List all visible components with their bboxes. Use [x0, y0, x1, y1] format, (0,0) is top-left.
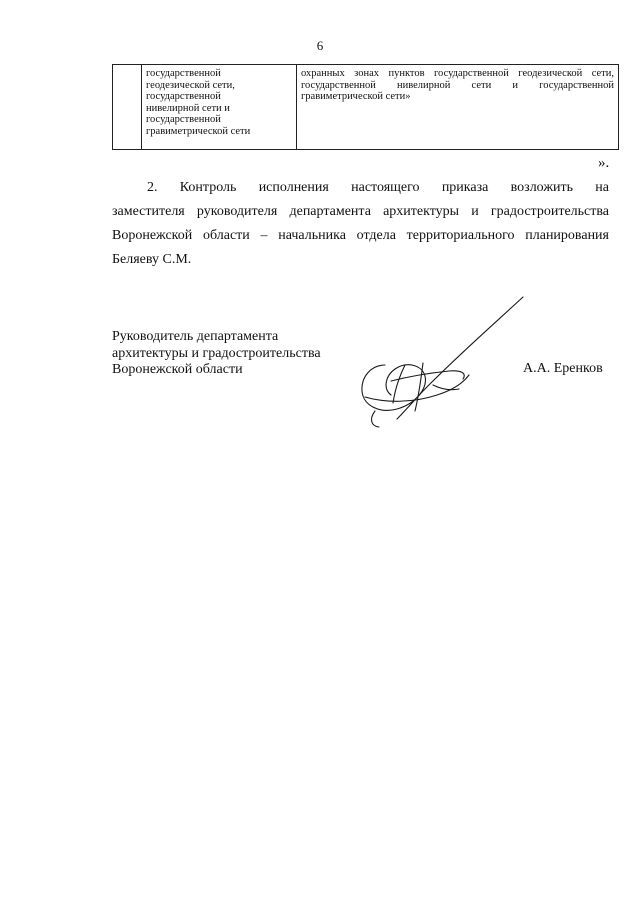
paragraph-line: Беляеву С.М. — [112, 252, 192, 267]
handwritten-signature — [345, 293, 530, 430]
signatory-position — [112, 329, 372, 379]
signatory-position-line: архитектуры и градостроительства — [112, 345, 321, 361]
table-cell-name — [146, 68, 292, 137]
table-column-divider — [296, 64, 297, 150]
paragraph-line: Воронежской области – начальника отдела территориального планирования — [112, 228, 609, 243]
paragraph-control — [112, 176, 609, 272]
signatory-position-line: Воронежской области — [112, 362, 243, 377]
table-cell-name-line: государственной — [146, 68, 221, 79]
closing-quote: ». — [598, 155, 610, 171]
table-cell-name-line: геодезической сети, — [146, 79, 235, 91]
continuation-table — [112, 64, 619, 150]
table-column-divider — [141, 64, 142, 150]
paragraph-line: 2. Контроль исполнения настоящего приказа возложить на — [147, 180, 609, 195]
table-cell-name-line: государственной — [146, 91, 221, 102]
table-cell-name-line: гравиметрической сети — [146, 125, 251, 137]
signatory-position-line: Руководитель департамента — [112, 329, 279, 344]
table-cell-name-line: государственной — [146, 114, 221, 125]
table-cell-name-line: нивелирной сети и — [146, 102, 230, 114]
table-cell-description: охранных зонах пунктов государственной геодезической сети, государственной нивелирной сети и государственной гравиметрической сети» — [301, 68, 614, 102]
page-number: 6 — [316, 38, 324, 53]
paragraph-line: заместителя руководителя департамента архитектуры и градостроительства — [112, 204, 609, 219]
signatory-name: А.А. Еренков — [523, 361, 603, 376]
